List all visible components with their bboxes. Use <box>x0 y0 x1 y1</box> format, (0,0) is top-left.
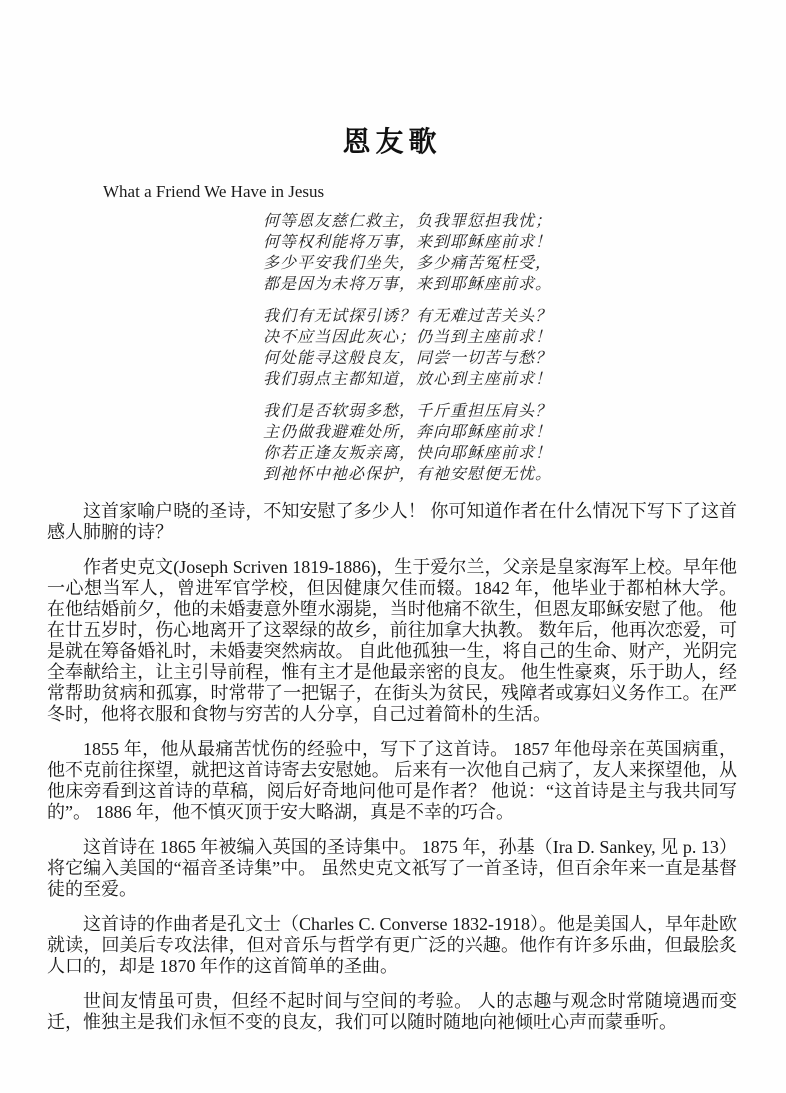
page-title: 恩友歌 <box>342 127 442 158</box>
hymn-verse <box>263 306 737 390</box>
hymn-verse-line: 到祂怀中祂必保护，有祂安慰便无忧。 <box>263 466 553 483</box>
hymn-verse-line: 多少平安我们坐失，多少痛苦冤枉受， <box>263 255 553 272</box>
hymn-verses <box>263 211 737 485</box>
article-paragraph: 世间友情虽可贵，但经不起时间与空间的考验。 人的志趣与观念时常随境遇而变迁，惟独主是我们永恒不变的良友，我们可以随时随地向祂倾吐心声而蒙垂听。 <box>47 991 737 1032</box>
article-paragraph: 这首诗在 1865 年被编入英国的圣诗集中。 1875 年，孙基（Ira D. Sankey, 见 p. 13）将它编入美国的“福音圣诗集”中。 虽然史克文祇写了一首圣诗，但百余年来一直是基督徒的至爱。 <box>47 837 737 899</box>
hymn-verse-line: 我们有无试探引诱？有无难过苦关头？ <box>263 308 553 325</box>
hymn-verse-line: 何处能寻这般良友，同尝一切苦与愁？ <box>263 350 553 367</box>
article-paragraph: 作者史克文(Joseph Scriven 1819-1886)，生于爱尔兰，父亲是皇家海军上校。早年他一心想当军人，曾进军官学校，但因健康欠佳而辍。1842 年，他毕业于都柏林大学。 在他结婚前夕，他的未婚妻意外堕水溺毙，当时他痛不欲生，但恩友耶稣安慰了他。 他在廿五岁时，伤心地离开了这翠绿的故乡，前往加拿大执教。 数年后，他再次恋爱，可是就在筹备婚礼时，未婚妻突然病故。 自此他孤独一生，将自己的生命、财产，光阴完全奉献给主，让主引导前程，惟有主才是他最亲密的良友。 他生性豪爽，乐于助人，经常帮助贫病和孤寡，时常带了一把锯子，在街头为贫民，残障者或寡妇义务作工。在严冬时，他将衣服和食物与穷苦的人分享，自己过着简朴的生活。 <box>47 557 737 724</box>
hymn-verse <box>263 211 737 295</box>
article-paragraph: 1855 年，他从最痛苦忧伤的经验中，写下了这首诗。 1857 年他母亲在英国病重，他不克前往探望，就把这首诗寄去安慰她。 后来有一次他自己病了，友人来探望他，从他床旁看到这首诗的草稿，阅后好奇地问他可是作者？ 他说：“这首诗是主与我共同写的”。 1886 年，他不慎灭顶于安大略湖，真是不幸的巧合。 <box>47 739 737 822</box>
hymn-verse <box>263 401 737 485</box>
hymn-verse-line: 你若正逢友叛亲离，快向耶稣座前求！ <box>263 445 553 462</box>
hymn-verse-line: 都是因为未将万事，来到耶稣座前求。 <box>263 276 553 293</box>
english-subtitle: What a Friend We Have in Jesus <box>103 182 325 201</box>
hymn-verse-line: 我们是否软弱多愁，千斤重担压肩头？ <box>263 403 553 420</box>
article-paragraph: 这首家喻户晓的圣诗，不知安慰了多少人！ 你可知道作者在什么情况下写下了这首感人肺腑的诗？ <box>47 501 737 542</box>
hymn-verse-line: 何等恩友慈仁救主，负我罪愆担我忧； <box>263 213 553 230</box>
hymn-verse-line: 主仍做我避难处所，奔向耶稣座前求！ <box>263 424 553 441</box>
article-body <box>47 501 737 1033</box>
hymn-verse-line: 我们弱点主都知道，放心到主座前求！ <box>263 371 553 388</box>
hymn-verse-line: 决不应当因此灰心；仍当到主座前求！ <box>263 329 553 346</box>
article-paragraph: 这首诗的作曲者是孔文士（Charles C. Converse 1832-1918）。他是美国人，早年赴欧就读，回美后专攻法律，但对音乐与哲学有更广泛的兴趣。他作有许多乐曲，但最脍炙人口的，却是 1870 年作的这首简单的圣曲。 <box>47 914 737 976</box>
hymn-verse-line: 何等权利能将万事，来到耶稣座前求！ <box>263 234 553 251</box>
